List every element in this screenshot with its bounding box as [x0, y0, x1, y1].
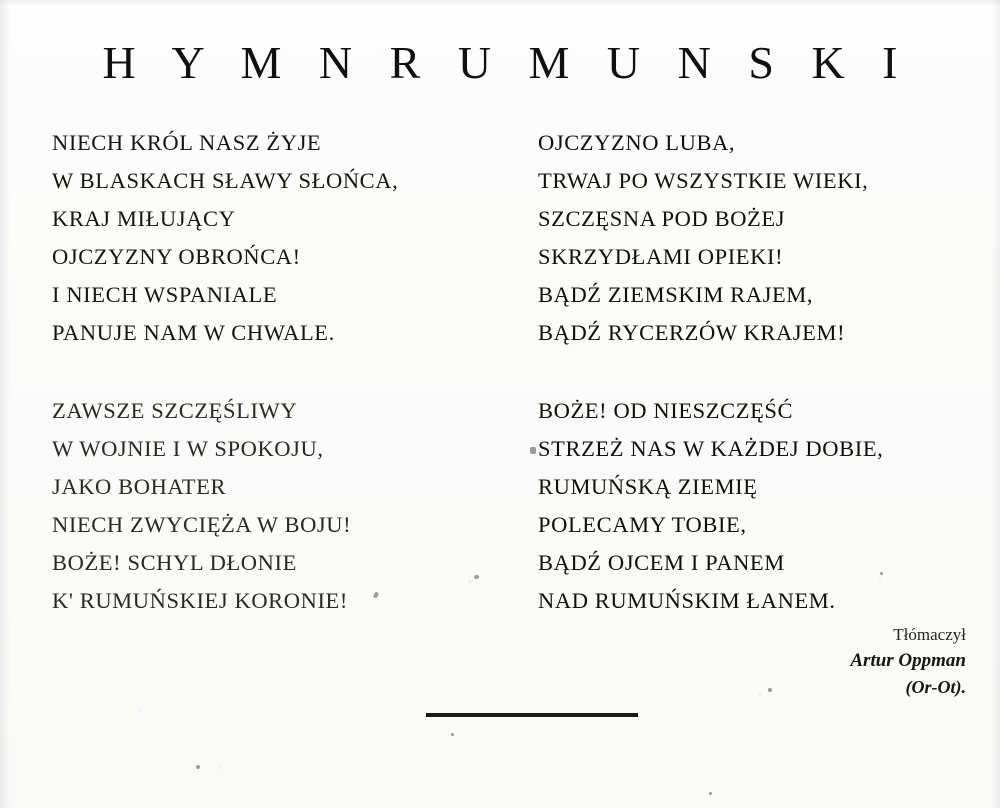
scan-speck: [768, 688, 772, 692]
poem-line: W BLASKACH SŁAWY SŁOŃCA,: [52, 168, 399, 193]
poem-line: OJCZYZNO LUBA,: [538, 130, 736, 155]
poem-columns: [0, 124, 1000, 620]
poem-column-left: [0, 124, 480, 620]
scan-speck: [880, 572, 883, 575]
poem-line: NIECH ZWYCIĘŻA W BOJU!: [52, 512, 352, 537]
translator-alias: (Or-Ot).: [905, 677, 966, 697]
poem-line: ZAWSZE SZCZĘŚLIWY: [52, 398, 298, 423]
poem-line: BĄDŹ ZIEMSKIM RAJEM,: [538, 282, 814, 307]
poem-line: K' RUMUŃSKIEJ KORONIE!: [52, 588, 348, 613]
poem-line: KRAJ MIŁUJĄCY: [52, 206, 236, 231]
translator-signature: [850, 622, 966, 700]
translator-name: Artur Oppman: [850, 650, 966, 671]
translator-intro: Tłómaczył: [893, 625, 966, 644]
poem-line: RUMUŃSKĄ ZIEMIĘ: [538, 474, 758, 499]
page-title: H Y M N R U M U N S K I: [102, 37, 911, 88]
stanza: [52, 124, 480, 352]
poem-line: W WOJNIE I W SPOKOJU,: [52, 436, 324, 461]
poem-line: NIECH KRÓL NASZ ŻYJE: [52, 130, 322, 155]
scan-speck: [530, 447, 536, 454]
poem-line: BOŻE! OD NIESZCZĘŚĆ: [538, 398, 794, 423]
poem-column-right: [480, 124, 1000, 620]
scan-speck: [709, 792, 712, 795]
poem-line: I NIECH WSPANIALE: [52, 282, 278, 307]
stanza: [538, 392, 1000, 620]
stanza: [538, 124, 1000, 352]
scan-speck: [196, 765, 200, 769]
scan-edge-top: [0, 0, 1000, 6]
poem-line: OJCZYZNY OBROŃCA!: [52, 244, 301, 269]
stanza: [52, 392, 480, 620]
poem-line: BĄDŹ RYCERZÓW KRAJEM!: [538, 320, 846, 345]
poem-line: TRWAJ PO WSZYSTKIE WIEKI,: [538, 168, 869, 193]
poem-line: NAD RUMUŃSKIM ŁANEM.: [538, 588, 836, 613]
poem-line: PANUJE NAM W CHWALE.: [52, 320, 335, 345]
decorative-divider: [426, 713, 638, 717]
poem-line: SZCZĘSNA POD BOŻEJ: [538, 206, 786, 231]
scan-speck: [451, 733, 454, 736]
scan-speck: [474, 575, 479, 579]
poem-line: JAKO BOHATER: [52, 474, 227, 499]
poem-line: POLECAMY TOBIE,: [538, 512, 747, 537]
poem-line: STRZEŻ NAS W KAŻDEJ DOBIE,: [538, 436, 884, 461]
poem-line: SKRZYDŁAMI OPIEKI!: [538, 244, 784, 269]
poem-line: BOŻE! SCHYL DŁONIE: [52, 550, 297, 575]
poem-line: BĄDŹ OJCEM I PANEM: [538, 550, 785, 575]
